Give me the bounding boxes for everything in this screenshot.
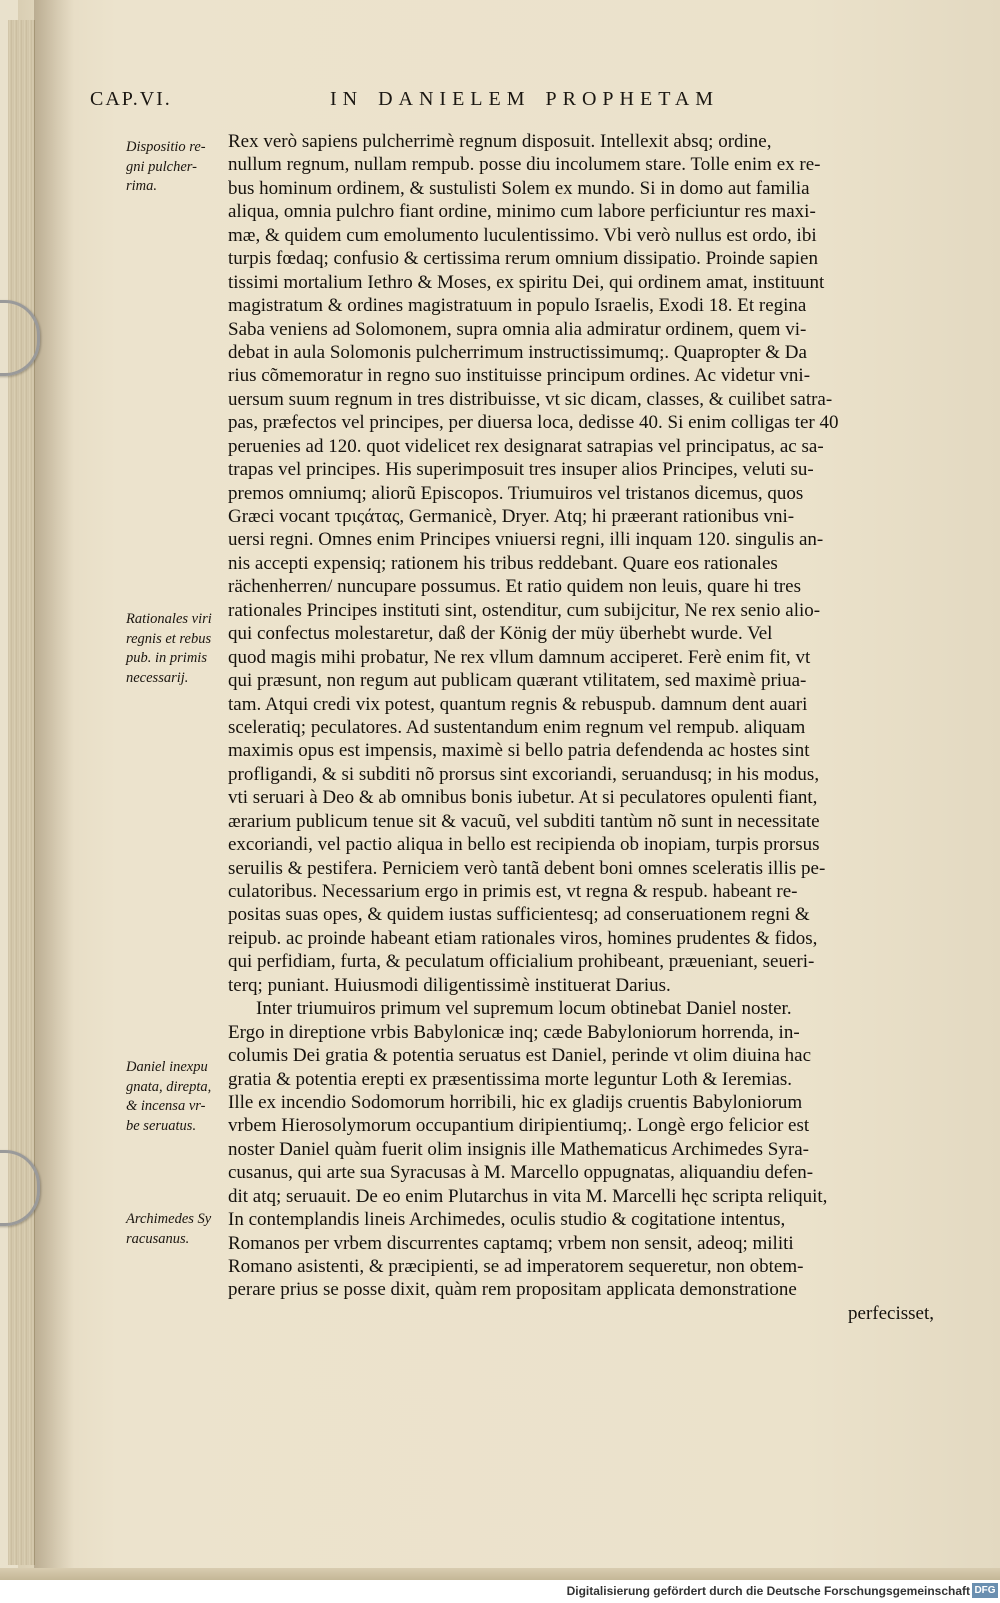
text-line: peruenies ad 120. quot videlicet rex designarat satrapias vel principatus, ac sa- bbox=[228, 435, 824, 457]
margin-note-line: pub. in primis bbox=[126, 650, 207, 666]
text-line: trapas vel principes. His superimposuit tres insuper alios Principes, veluti su- bbox=[228, 459, 814, 481]
text-line: dit atq; seruauit. De eo enim Plutarchus in vita M. Marcelli hęc scripta reliquit, bbox=[228, 1185, 828, 1207]
text-line: sceleratiq; peculatores. Ad sustentandum enim regnum vel rempub. aliquam bbox=[228, 716, 806, 738]
margin-note-line: Archimedes Sy bbox=[126, 1211, 212, 1227]
text-line: perfecisset, bbox=[848, 1302, 934, 1324]
text-line: maximis opus est impensis, maximè si bello patria defendenda ac hostes sint bbox=[228, 740, 810, 762]
text-line: ærarium publicum tenue sit & vacuũ, vel subditi tantùm nõ sunt in necessitate bbox=[228, 810, 820, 832]
text-line: magistratum & ordines magistratuum in populo Israelis, Exodi 18. Et regina bbox=[228, 295, 807, 317]
text-line: qui confectus molestaretur, daß der König der müy überhebt wurde. Vel bbox=[228, 623, 773, 645]
text-line: cusanus, qui arte sua Syracusas à M. Marcello oppugnatas, aliquandiu defen- bbox=[228, 1162, 814, 1184]
text-line: premos omniumq; aliorũ Episcopos. Triumuiros vel tristanos dicemus, quos bbox=[228, 482, 804, 504]
text-line: rationales Principes instituti sint, ostenditur, cum subijcitur, Ne rex senio alio- bbox=[228, 599, 821, 621]
text-line: nis accepti expensiq; rationem his tribus reddebant. Quare eos rationales bbox=[228, 552, 778, 574]
chapter-label: CAP.VI. bbox=[90, 88, 172, 110]
text-line: terq; puniant. Huiusmodi diligentissimè instituerat Darius. bbox=[228, 974, 671, 996]
text-line: rächenherren/ nuncupare possumus. Et ratio quidem non leuis, quare hi tres bbox=[228, 576, 801, 598]
text-line: Romanos per vrbem discurrentes captamq; vrbem non sensit, adeoq; militi bbox=[228, 1232, 794, 1254]
text-line: uersi regni. Omnes enim Principes vniuersi regni, illi inquam 120. singulis an- bbox=[228, 529, 824, 551]
text-line: positas suas opes, & quidem iustas sufficientesq; ad conseruationem regni & bbox=[228, 904, 810, 926]
margin-note bbox=[126, 138, 226, 197]
text-line: uersum suum regnum in tres distribuisse, vt sic dicam, classes, & cuilibet satra- bbox=[228, 388, 833, 410]
gutter-shadow bbox=[34, 0, 74, 1580]
page-bottom-edge bbox=[0, 1568, 1000, 1580]
page-edges bbox=[8, 20, 35, 1565]
text-line: qui præsunt, non regum aut publicam quærant vtilitatem, sed maximè priua- bbox=[228, 670, 807, 692]
text-line: qui perfidiam, furta, & peculatum officialium prohibeant, præueniant, seueri- bbox=[228, 951, 815, 973]
margin-note-line: Daniel inexpu bbox=[126, 1059, 208, 1075]
text-line: columis Dei gratia & potentia seruatus est Daniel, perinde vt olim diuina hac bbox=[228, 1045, 812, 1067]
text-line: Ille ex incendio Sodomorum horribili, hic ex gladijs cruentis Babyloniorum bbox=[228, 1091, 803, 1113]
text-line: Rex verò sapiens pulcherrimè regnum disposuit. Intellexit absq; ordine, bbox=[228, 131, 772, 152]
running-title: IN DANIELEM PROPHETAM bbox=[330, 88, 720, 110]
text-line: seruilis & pestifera. Perniciem verò tantã debent boni omnes sceleratis illis pe- bbox=[228, 857, 826, 879]
text-line: mæ, & quidem cum emolumento luculentissimo. Vbi verò nullus est ordo, ibi bbox=[228, 224, 817, 246]
text-line: profligandi, & si subditi nõ prorsus sint excoriandi, seruandusq; in his modus, bbox=[228, 763, 820, 785]
dfg-logo-icon: DFG bbox=[972, 1583, 998, 1598]
footer-credit: Digitalisierung gefördert durch die Deutsche Forschungsgemeinschaft bbox=[566, 1584, 970, 1598]
margin-note bbox=[126, 1210, 226, 1249]
margin-note bbox=[126, 610, 226, 688]
text-line: vrbem Hierosolymorum occupantium diripientiumq;. Longè ergo felicior est bbox=[228, 1115, 810, 1137]
margin-note-line: racusanus. bbox=[126, 1230, 190, 1247]
text-line: Græci vocant τριςάτας, Germanicè, Dryer. Atq; hi præerant rationibus vni- bbox=[228, 506, 795, 527]
margin-note bbox=[126, 1058, 226, 1136]
text-line: gratia & potentia erepti ex præsentissima morte leguntur Loth & Ieremias. bbox=[228, 1068, 793, 1090]
body-text bbox=[228, 130, 934, 1325]
text-line: debat in aula Solomonis pulcherrimum instructissimumq;. Quapropter & Da bbox=[228, 341, 807, 363]
margin-note-line: Dispositio re- bbox=[126, 139, 206, 155]
text-line: Inter triumuiros primum vel supremum locum obtinebat Daniel noster. bbox=[256, 998, 792, 1020]
footer-bar bbox=[0, 1580, 1000, 1603]
text-line: In contemplandis lineis Archimedes, oculis studio & cogitatione intentus, bbox=[228, 1209, 786, 1231]
text-line: vti seruari à Deo & ab omnibus bonis iubetur. At si peculatores opulenti fiant, bbox=[228, 787, 818, 809]
margin-note-line: gnata, direpta, bbox=[126, 1078, 212, 1095]
text-line: Romano asistenti, & præcipienti, se ad imperatorem sequeretur, non obtem- bbox=[228, 1256, 804, 1277]
text-line: turpis fœdaq; confusio & certissima rerum omnium dissipatio. Proinde sapien bbox=[228, 248, 818, 270]
text-line: perare prius se posse dixit, quàm rem propositam applicata demonstratione bbox=[228, 1279, 797, 1301]
margin-note-line: & incensa vr- bbox=[126, 1098, 206, 1114]
margin-note-line: necessarij. bbox=[126, 669, 189, 686]
text-line: rius cõmemoratur in regno suo instituisse principum ordines. Ac videtur vni- bbox=[228, 365, 811, 387]
text-line: culatoribus. Necessarium ergo in primis est, vt regna & respub. habeant re- bbox=[228, 881, 798, 902]
margin-note-line: rima. bbox=[126, 178, 158, 194]
text-line: Ergo in direptione vrbis Babylonicæ inq; cæde Babyloniorum horrenda, in- bbox=[228, 1021, 800, 1043]
text-line: aliqua, omnia pulchro fiant ordine, minimo cum labore perficiuntur res maxi- bbox=[228, 201, 816, 223]
text-line: noster Daniel quàm fuerit olim insignis ille Mathematicus Archimedes Syra- bbox=[228, 1138, 809, 1160]
text-line: bus hominum ordinem, & sustulisti Solem ex mundo. Si in domo aut familia bbox=[228, 177, 810, 199]
text-line: pas, præfectos vel principes, per diuersa loca, dedisse 40. Si enim colligas ter 40 bbox=[228, 412, 839, 434]
text-line: excoriandi, vel pactio aliqua in bello est recipienda ob inopiam, turpis prorsus bbox=[228, 834, 820, 856]
text-line: reipub. ac proinde habeant etiam rationales viros, homines prudentes & fidos, bbox=[228, 927, 818, 949]
margin-note-line: be seruatus. bbox=[126, 1117, 197, 1134]
margin-note-line: regnis et rebus bbox=[126, 630, 212, 647]
text-line: nullum regnum, nullam rempub. posse diu incolumem stare. Tolle enim ex re- bbox=[228, 154, 821, 176]
running-head bbox=[90, 88, 980, 118]
margin-note-line: Rationales viri bbox=[126, 611, 212, 627]
text-line: Saba veniens ad Solomonem, supra omnia alia admiratur ordinem, quem vi- bbox=[228, 318, 807, 340]
text-line: tissimi mortalium Iethro & Moses, ex spiritu Dei, qui ordinem amat, instituunt bbox=[228, 271, 825, 293]
text-line: quod magis mihi probatur, Ne rex vllum damnum acciperet. Ferè enim fit, vt bbox=[228, 646, 811, 668]
text-line: tam. Atqui credi vix potest, quantum regnis & rebuspub. damnum dent auari bbox=[228, 693, 808, 715]
margin-note-line: gni pulcher- bbox=[126, 158, 197, 175]
